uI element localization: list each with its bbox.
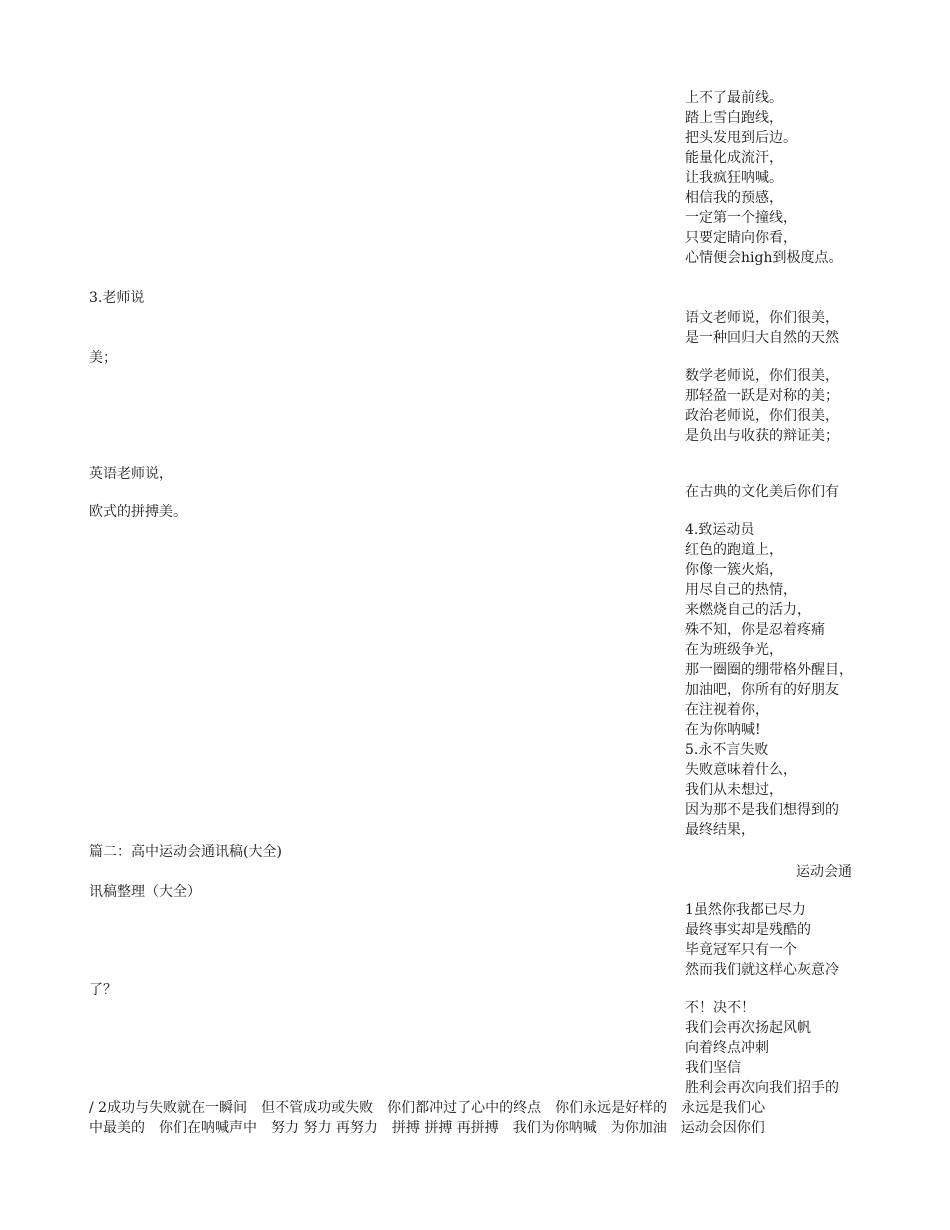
poem-line: 在注视着你， [685,702,769,718]
poem-line: 上不了最前线。 [685,90,783,106]
poem-line: 向着终点冲刺 [685,1040,769,1056]
poem-line: 我们从未想过， [685,782,783,798]
poem-line: 只要定睛向你看， [685,230,797,246]
poem-line: 把头发甩到后边。 [685,130,797,146]
poem-line: 在古典的文化美后你们有 [685,484,839,500]
section-heading: 5.永不言失败 [685,742,769,758]
poem-line: 毕竟冠军只有一个 [685,942,797,958]
poem-line: 因为那不是我们想得到的 [685,802,839,818]
poem-line: 让我疯狂呐喊。 [685,170,783,186]
text-fragment: 英语老师说， [89,466,173,482]
section-heading: 3.老师说 [89,290,145,306]
text-fragment: 欧式的拼搏美。 [89,504,187,520]
poem-line: 然而我们就这样心灰意冷 [685,962,839,978]
poem-line: 踏上雪白跑线， [685,110,783,126]
part-title-right: 运动会通 [796,864,852,880]
poem-line: 你像一簇火焰， [685,562,783,578]
poem-line: 我们会再次扬起风帆 [685,1020,811,1036]
poem-line: 胜利会再次向我们招手的 [685,1080,839,1096]
poem-line: 1虽然你我都已尽力 [685,902,806,918]
poem-line: 来燃烧自己的活力， [685,602,811,618]
poem-line: 那一圈圈的绷带格外醒目， [685,662,853,678]
poem-line: 不！决不！ [685,1000,755,1016]
poem-line: 能量化成流汗， [685,150,783,166]
poem-line: 政治老师说，你们很美， [685,408,839,424]
part-title-cont: 讯稿整理（大全） [89,884,201,900]
poem-line: 最终事实却是残酷的 [685,922,811,938]
poem-line: 是负出与收获的辩证美； [685,428,839,444]
poem-line: 加油吧，你所有的好朋友 [685,682,839,698]
poem-line: 是一种回归大自然的天然 [685,330,839,346]
poem-line: 语文老师说，你们很美， [685,310,839,326]
poem-line: 我们坚信 [685,1060,741,1076]
poem-line: 殊不知，你是忍着疼痛 [685,622,825,638]
poem-line: 用尽自己的热情， [685,582,797,598]
section-heading: 4.致运动员 [685,522,755,538]
poem-line: 红色的跑道上， [685,542,783,558]
full-width-line: / 2成功与失败就在一瞬间 但不管成功或失败 你们都冲过了心中的终点 你们永远是好样的 永远是我们心 [89,1100,766,1116]
full-width-line: 中最美的 你们在呐喊声中 努力 努力 再努力 拼搏 拼搏 再拼搏 我们为你呐喊 为你加油 运动会因你们 [89,1120,765,1136]
text-fragment: 美； [89,350,117,366]
poem-line: 失败意味着什么， [685,762,797,778]
poem-line: 在为你呐喊! [685,722,761,738]
poem-line: 那轻盈一跃是对称的美； [685,388,839,404]
part-title: 篇二：高中运动会通讯稿(大全) [89,844,282,860]
poem-line: 心情便会high到极度点。 [685,250,843,266]
text-fragment: 了？ [89,982,117,998]
poem-line: 相信我的预感， [685,190,783,206]
poem-line: 数学老师说，你们很美， [685,368,839,384]
poem-line: 最终结果， [685,822,755,838]
poem-line: 一定第一个撞线， [685,210,797,226]
poem-line: 在为班级争光， [685,642,783,658]
